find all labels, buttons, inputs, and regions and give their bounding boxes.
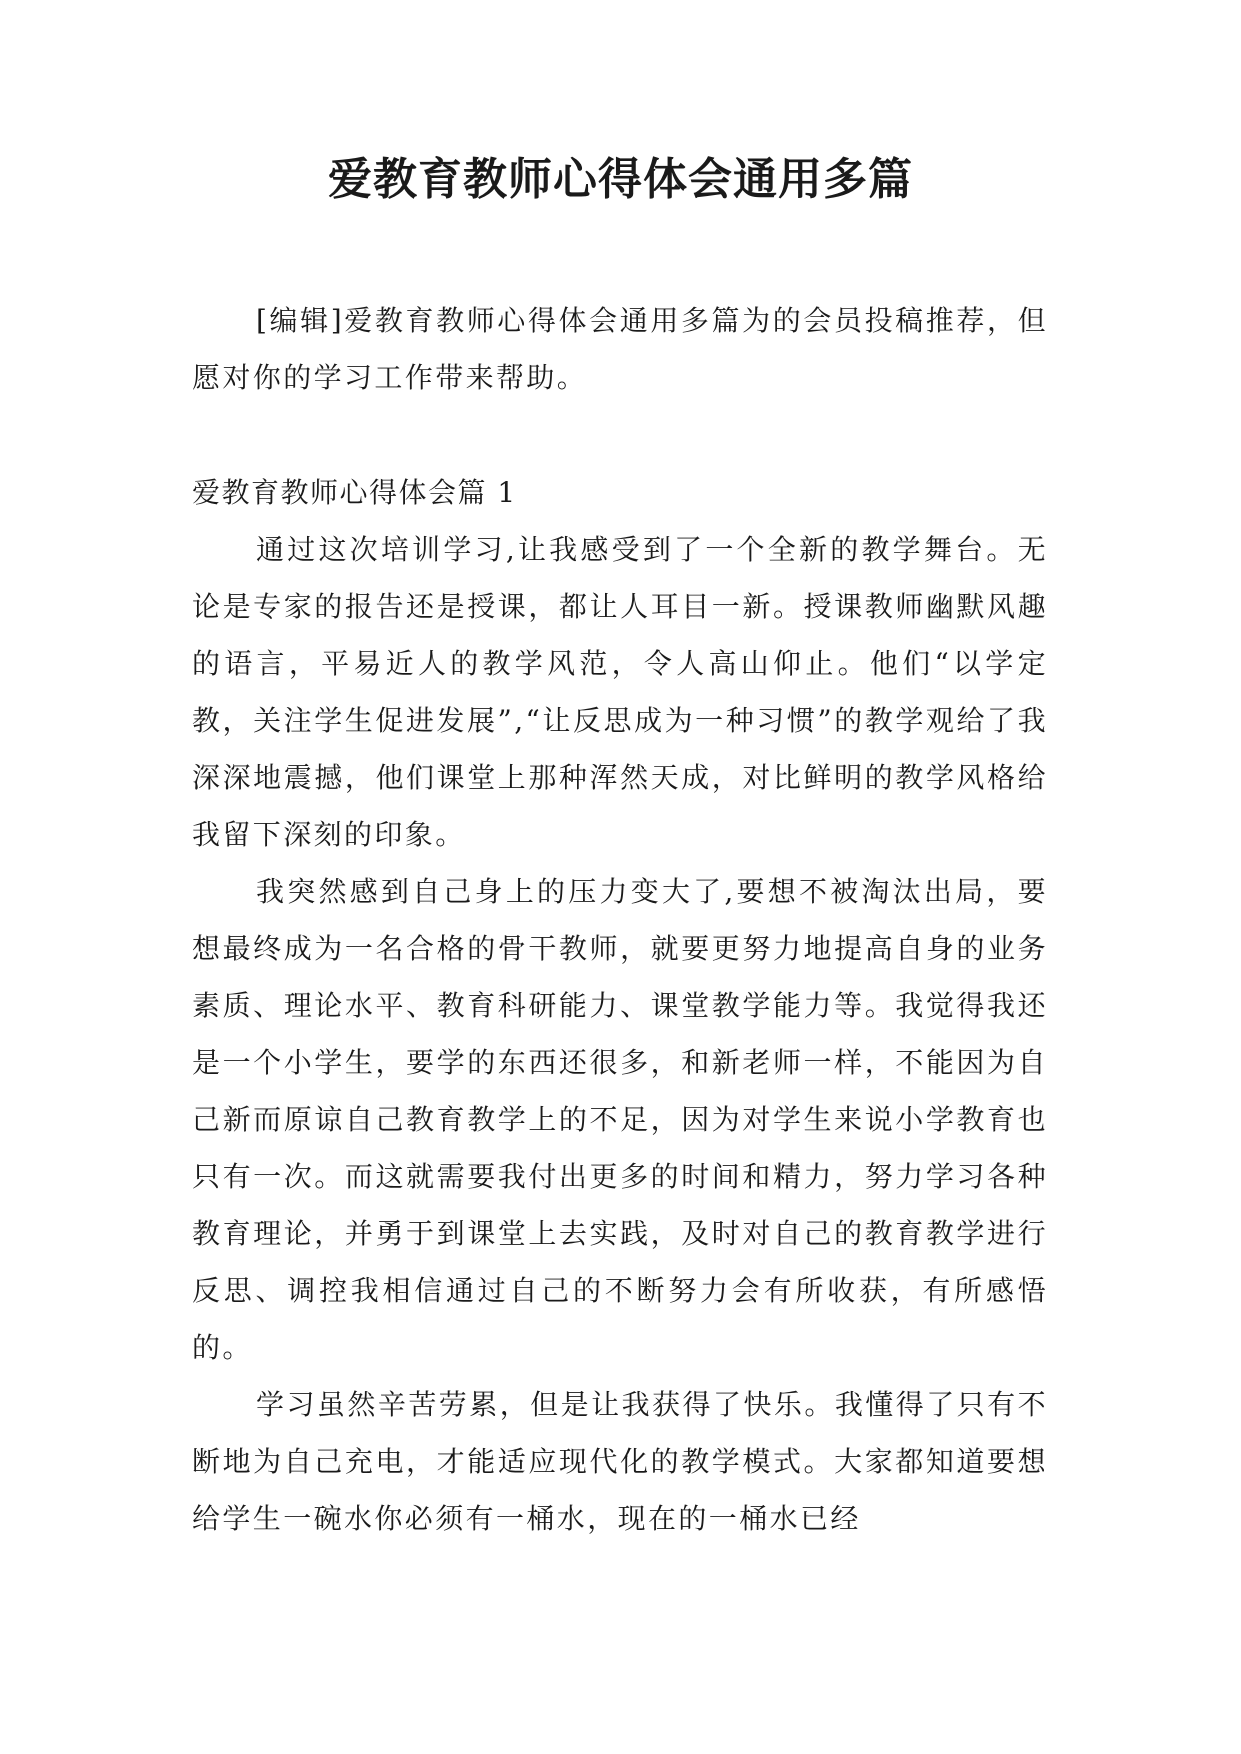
body-paragraph-2: 我突然感到自己身上的压力变大了,要想不被淘汰出局，要想最终成为一名合格的骨干教师，就要更努力地提高自身的业务素质、理论水平、教育科研能力、课堂教学能力等。我觉得我还是一个小学生，要学的东西还很多，和新老师一样，不能因为自己新而原谅自己教育教学上的不足，因为对学生来说小学教育也只有一次。而这就需要我付出更多的时间和精力，努力学习各种教育理论，并勇于到课堂上去实践，及时对自己的教育教学进行反思、调控我相信通过自己的不断努力会有所收获，有所感悟的。 [192, 875, 1048, 1364]
intro-paragraph: [编辑]爱教育教师心得体会通用多篇为的会员投稿推荐，但愿对你的学习工作带来帮助。 [192, 304, 1048, 394]
section-heading: 爱教育教师心得体会篇 1 [192, 476, 517, 509]
document-title: 爱教育教师心得体会通用多篇 [328, 154, 913, 205]
document-body [192, 292, 1048, 1547]
body-paragraph-1: 通过这次培训学习,让我感受到了一个全新的教学舞台。无论是专家的报告还是授课，都让人耳目一新。授课教师幽默风趣的语言，平易近人的教学风范，令人高山仰止。他们“以学定教，关注学生促进发展”,“让反思成为一种习惯”的教学观给了我深深地震撼，他们课堂上那种浑然天成，对比鲜明的教学风格给我留下深刻的印象。 [192, 533, 1048, 851]
body-paragraph-3: 学习虽然辛苦劳累，但是让我获得了快乐。我懂得了只有不断地为自己充电，才能适应现代化的教学模式。大家都知道要想给学生一碗水你必须有一桶水，现在的一桶水已经 [192, 1388, 1048, 1535]
